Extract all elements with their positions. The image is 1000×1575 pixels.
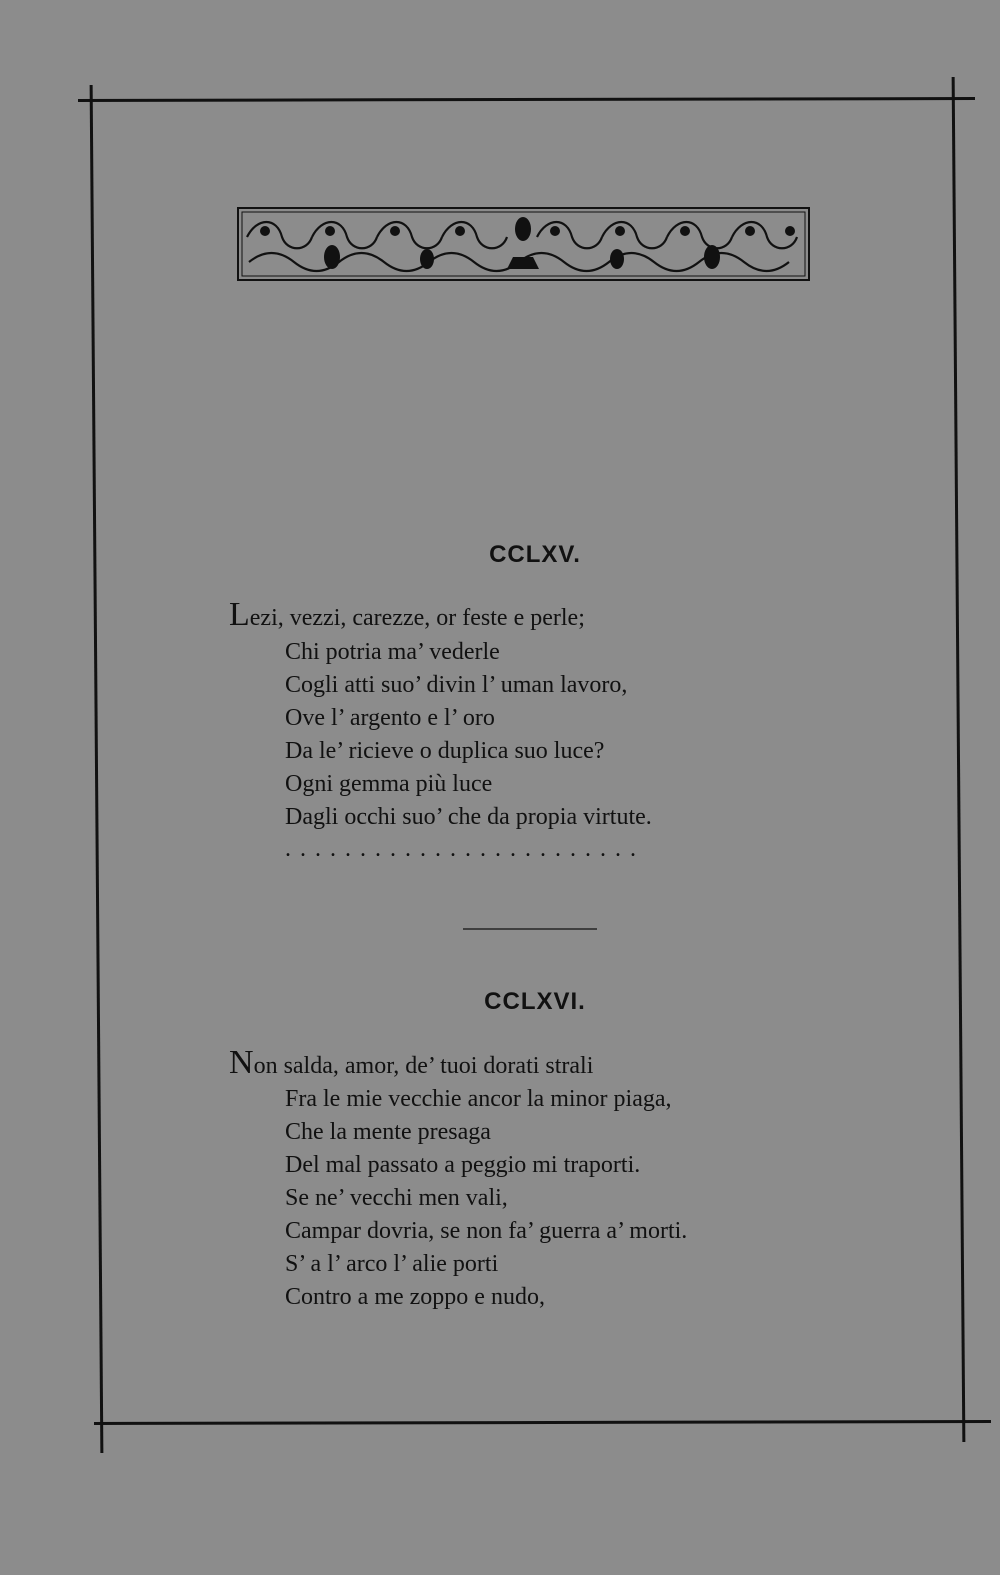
header-ornament	[237, 207, 810, 281]
frame-top-rule	[78, 97, 975, 102]
poem-first-line	[229, 598, 585, 631]
poem-line: Campar dovria, se non fa’ guerra a’ morti.	[285, 1218, 688, 1244]
poem-line: Contro a me zoppo e nudo,	[285, 1284, 545, 1310]
poem-line: Dagli occhi suo’ che da propia virtute.	[285, 804, 652, 830]
frame-bottom-rule	[94, 1420, 991, 1425]
poem-line: S’ a l’ arco l’ alie porti	[285, 1251, 499, 1277]
drop-initial: N	[229, 1044, 254, 1081]
poem-line: Del mal passato a peggio mi traporti.	[285, 1152, 641, 1178]
ellipsis-line: ........................	[285, 836, 645, 862]
poem-line: Fra le mie vecchie ancor la minor piaga,	[285, 1086, 672, 1112]
poem-line: Chi potria ma’ vederle	[285, 639, 500, 665]
poem-line: Ove l’ argento e l’ oro	[285, 705, 495, 731]
drop-initial: L	[229, 596, 250, 633]
poem-line: Cogli atti suo’ divin l’ uman lavoro,	[285, 672, 628, 698]
poem-title: CCLXV.	[489, 541, 581, 568]
poem-line: Ogni gemma più luce	[285, 771, 493, 797]
poem-title: CCLXVI.	[484, 988, 586, 1015]
section-separator	[463, 928, 597, 930]
poem-first-line	[229, 1046, 593, 1079]
poem-line: Se ne’ vecchi men vali,	[285, 1185, 508, 1211]
poem-line: Che la mente presaga	[285, 1119, 491, 1145]
poem-line: Da le’ ricieve o duplica suo luce?	[285, 738, 605, 764]
first-line-text: ezi, vezzi, carezze, or feste e perle;	[249, 605, 585, 631]
frame-right-rule	[952, 77, 966, 1442]
frame-left-rule	[90, 85, 104, 1453]
first-line-text: on salda, amor, de’ tuoi dorati strali	[253, 1053, 594, 1079]
